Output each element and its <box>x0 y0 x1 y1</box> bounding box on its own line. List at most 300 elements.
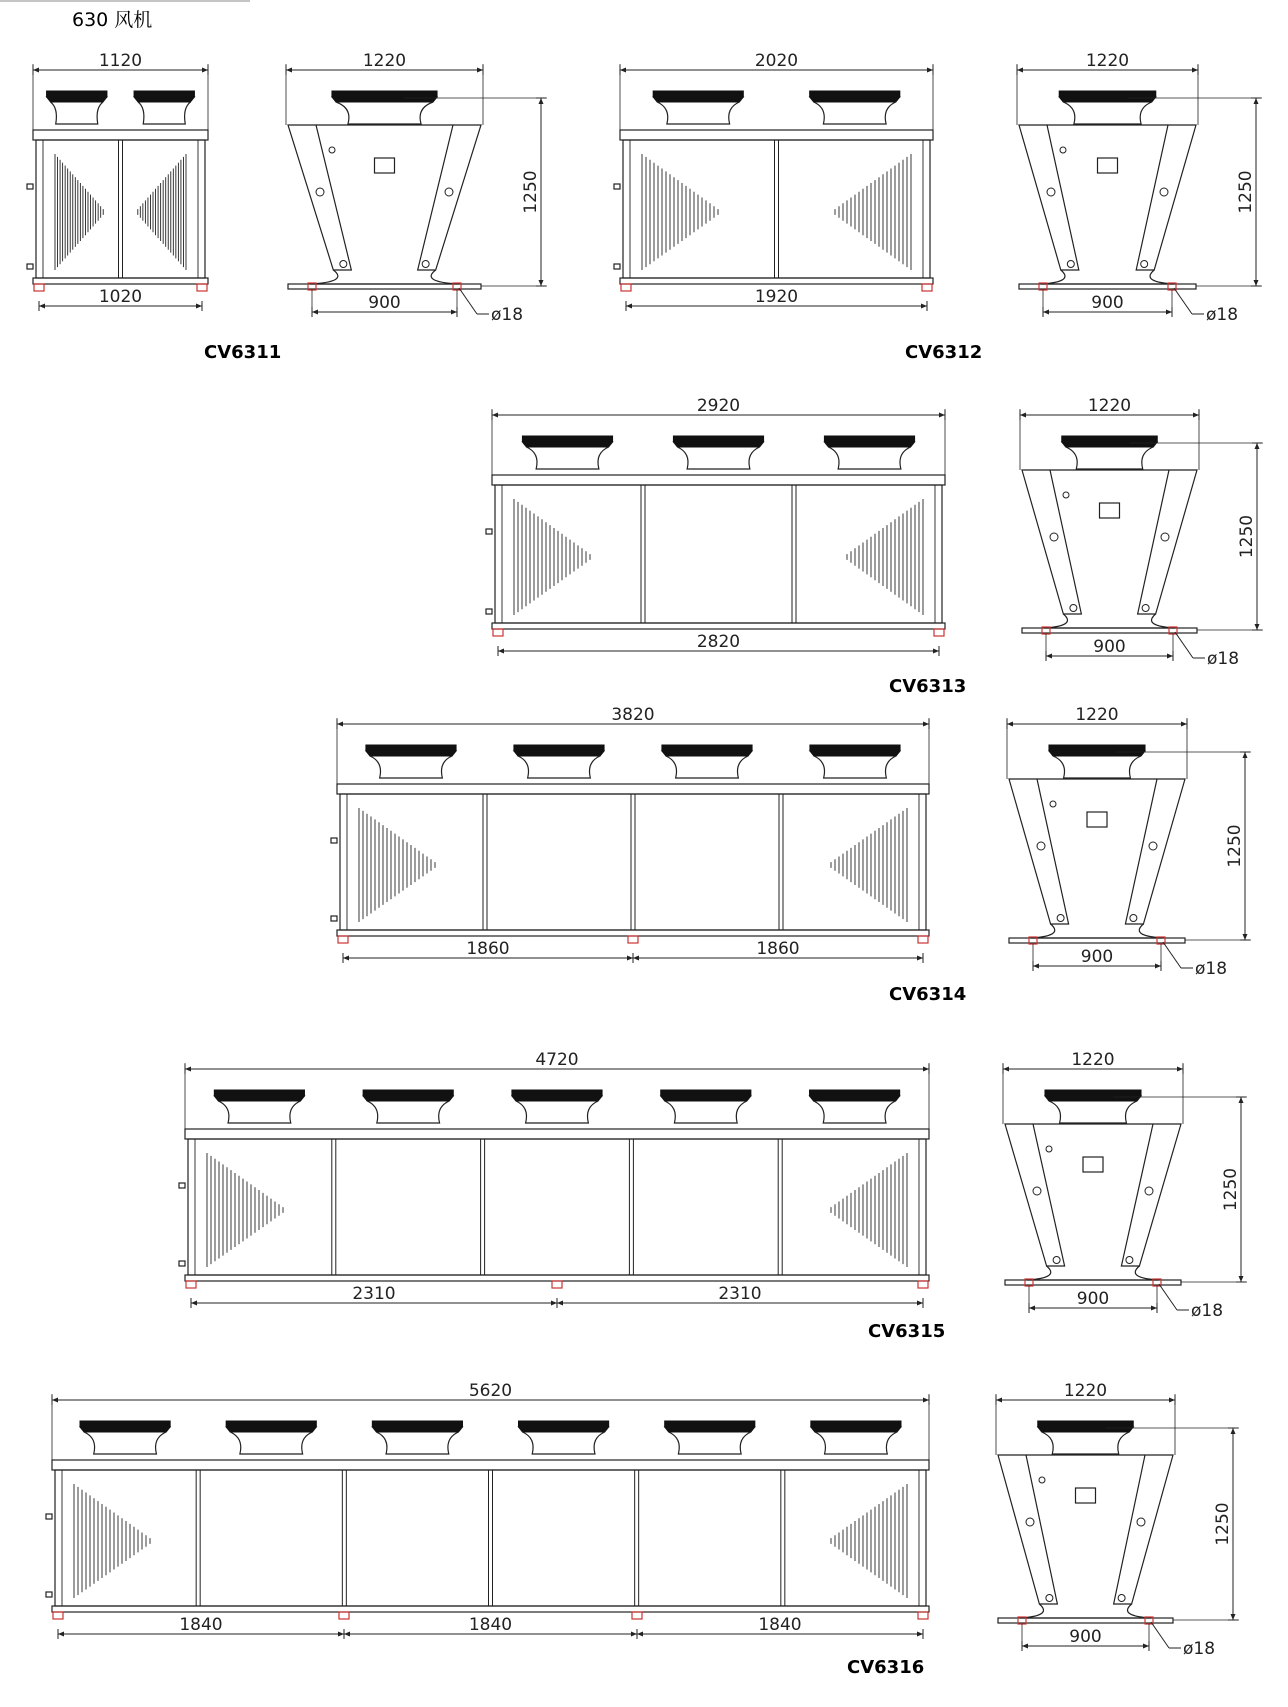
fan-cap <box>653 91 743 97</box>
fan-rim <box>214 1096 304 1101</box>
casing-body <box>623 140 930 278</box>
fan-shroud <box>138 102 190 124</box>
dimension-arrow <box>939 413 945 418</box>
fan-unit <box>519 1421 609 1454</box>
fan-shroud <box>1066 447 1154 469</box>
model-label: CV6313 <box>889 676 967 697</box>
mounting-foot <box>621 284 631 291</box>
fan-unit <box>214 1090 304 1123</box>
fan-shroud <box>84 1432 166 1454</box>
bolt-hole <box>1160 188 1168 196</box>
dimension-base-span: 1860 <box>466 939 510 959</box>
dimension-base-span: 1860 <box>756 939 800 959</box>
model-label: CV6311 <box>204 342 282 363</box>
unit-group-cv6311 <box>27 51 547 363</box>
mounting-foot <box>338 936 348 943</box>
fan-cap <box>372 1421 462 1427</box>
coil-arm-left <box>1022 470 1081 614</box>
casing-body <box>188 1139 926 1275</box>
dimension-inner-width: 2820 <box>696 632 741 652</box>
fan-shroud <box>1063 102 1152 124</box>
hole-diameter-label: ø18 <box>1195 959 1228 979</box>
dimension-arrow <box>923 1067 929 1072</box>
dimension-end-width: 1220 <box>1075 705 1119 725</box>
hole-leader <box>459 288 477 314</box>
unit-group-cv6314 <box>331 705 1251 1005</box>
casing-body <box>55 1470 926 1606</box>
fan-shroud <box>666 756 748 778</box>
top-beam <box>33 130 208 140</box>
fan-shroud <box>1049 1101 1137 1123</box>
pipe-connection <box>486 529 492 534</box>
fan-cap <box>661 1090 751 1096</box>
dimension-arrow <box>1169 1398 1175 1403</box>
bolt-hole <box>1063 492 1069 498</box>
dimension-arrow <box>39 304 45 309</box>
coil-arm-right <box>1138 470 1197 614</box>
mounting-foot <box>339 1612 349 1619</box>
top-beam <box>52 1460 929 1470</box>
bolt-hole <box>1033 1187 1041 1195</box>
dimension-arrow <box>921 304 927 309</box>
hole-leader <box>1175 632 1193 658</box>
unit-group-cv6315 <box>179 1050 1247 1342</box>
dimension-arrow <box>451 310 457 315</box>
dimension-arrow <box>1017 68 1023 73</box>
mounting-foot <box>186 1281 196 1288</box>
bolt-hole <box>1161 533 1169 541</box>
dimension-arrow <box>620 68 626 73</box>
fan-shroud <box>218 1101 300 1123</box>
bolt-hole <box>1046 1146 1052 1152</box>
bolt-hole <box>1050 801 1056 807</box>
base-plate <box>1019 284 1196 289</box>
fan-cap <box>1059 91 1156 97</box>
fan-unit <box>653 91 743 124</box>
dimension-end-width: 1220 <box>1071 1050 1115 1070</box>
dimension-end-base: 900 <box>368 293 401 313</box>
base-plate <box>1009 938 1185 943</box>
mounting-foot <box>197 284 207 291</box>
fan-cap <box>363 1090 453 1096</box>
pipe-connection <box>614 184 620 189</box>
fan-shroud <box>516 1101 598 1123</box>
hole-leader <box>1163 942 1181 968</box>
hole-diameter-label: ø18 <box>1206 305 1239 325</box>
fan-cap <box>80 1421 170 1427</box>
base-plate <box>1005 1280 1181 1285</box>
dimension-end-height: 1250 <box>1213 1502 1233 1546</box>
dimension-end-width: 1220 <box>1063 1381 1108 1401</box>
dimension-arrow <box>52 1398 58 1403</box>
pipe-connection <box>179 1261 185 1266</box>
dimension-arrow <box>492 413 498 418</box>
pipe-connection <box>46 1514 52 1519</box>
dimension-arrow <box>343 956 349 961</box>
dimension-arrow <box>33 68 39 73</box>
hole-diameter-label: ø18 <box>1191 1301 1224 1321</box>
fan-shroud <box>814 1101 896 1123</box>
fan-shroud <box>828 447 910 469</box>
dimension-arrow <box>1020 413 1026 418</box>
fan-rim <box>226 1427 316 1432</box>
fan-cap <box>512 1090 602 1096</box>
fan-unit <box>134 91 194 124</box>
dimension-arrow <box>1254 98 1259 104</box>
motor-junction-box <box>1083 1157 1103 1172</box>
fan-unit <box>47 91 107 124</box>
fan-shroud <box>1053 756 1141 778</box>
coil-arm-right <box>1125 779 1185 924</box>
dimension-arrow <box>1192 68 1198 73</box>
dimension-arrow <box>627 956 633 961</box>
dimension-arrow <box>1029 1306 1035 1311</box>
base-skirt <box>310 270 459 284</box>
dimension-arrow <box>1046 654 1052 659</box>
fan-cap <box>811 1421 901 1427</box>
fan-shroud <box>815 1432 897 1454</box>
mounting-foot <box>918 1281 928 1288</box>
hole-leader <box>1151 1622 1169 1648</box>
dimension-end-height: 1250 <box>1236 170 1256 214</box>
fan-rim <box>366 751 456 756</box>
unit-drawings <box>27 51 1263 1678</box>
coil-arm-left <box>1009 779 1069 924</box>
coil-arm-right <box>1136 125 1196 270</box>
fan-unit <box>824 436 914 469</box>
mounting-foot <box>918 936 928 943</box>
coil-arm-left <box>1005 1124 1065 1266</box>
bolt-hole <box>1130 915 1137 922</box>
dimension-base-span: 2310 <box>718 1284 762 1304</box>
fan-rim <box>519 1427 609 1432</box>
fan-shroud <box>665 1101 747 1123</box>
bolt-hole <box>1050 533 1058 541</box>
fan-shroud <box>336 102 433 124</box>
base-skirt <box>1031 924 1163 938</box>
fan-cap <box>522 436 612 442</box>
fan-shroud <box>526 447 608 469</box>
fan-rim <box>810 751 900 756</box>
bolt-hole <box>1145 1187 1153 1195</box>
fan-rim <box>514 751 604 756</box>
dimension-base-span: 1840 <box>179 1615 223 1635</box>
fan-unit <box>80 1421 170 1454</box>
pipe-connection <box>331 916 337 921</box>
fan-rim <box>824 442 914 447</box>
dimension-arrow <box>1239 1097 1244 1103</box>
fan-rim <box>810 97 900 102</box>
pipe-connection <box>27 184 33 189</box>
dimension-total-width: 4720 <box>535 1050 579 1070</box>
pipe-connection <box>179 1183 185 1188</box>
bolt-hole <box>340 261 347 268</box>
dimension-arrow <box>1181 722 1187 727</box>
mounting-foot <box>493 629 503 636</box>
dimension-arrow <box>626 304 632 309</box>
fan-shroud <box>518 756 600 778</box>
fan-unit <box>226 1421 316 1454</box>
fan-rim <box>811 1427 901 1432</box>
fan-unit <box>512 1090 602 1123</box>
dimension-base-span: 1840 <box>758 1615 802 1635</box>
dimension-arrow <box>1043 310 1049 315</box>
dimension-arrow <box>539 280 544 286</box>
fan-shroud <box>814 102 896 124</box>
dimension-arrow <box>557 1301 563 1306</box>
dimension-arrow <box>58 1632 64 1637</box>
dimension-total-width: 5620 <box>468 1381 513 1401</box>
fan-shroud <box>677 447 759 469</box>
model-label: CV6316 <box>847 1657 925 1678</box>
base-plate <box>998 1618 1173 1623</box>
dimension-arrow <box>551 1301 557 1306</box>
dimension-arrow <box>1255 443 1260 449</box>
mounting-foot <box>552 1281 562 1288</box>
fan-shroud <box>657 102 739 124</box>
fan-rim <box>363 1096 453 1101</box>
fan-cap <box>226 1421 316 1427</box>
dimension-arrow <box>917 1301 923 1306</box>
base-plate <box>288 284 481 289</box>
dimension-arrow <box>933 649 939 654</box>
coil-fins-right <box>135 154 186 270</box>
dimension-arrow <box>996 1398 1002 1403</box>
dimension-arrow <box>196 304 202 309</box>
base-skirt <box>1041 270 1174 284</box>
coil-fins-right <box>843 499 923 615</box>
bolt-hole <box>1060 147 1066 153</box>
fan-rim <box>372 1427 462 1432</box>
pipe-connection <box>27 264 33 269</box>
coil-arm-left <box>998 1455 1057 1604</box>
unit-group-cv6313 <box>486 396 1263 697</box>
dimension-end-width: 1220 <box>362 51 407 71</box>
dimension-inner-width: 1020 <box>98 287 143 307</box>
base-skirt <box>1044 614 1175 628</box>
bolt-hole <box>1137 1518 1145 1526</box>
top-beam <box>337 784 929 794</box>
dimension-arrow <box>498 649 504 654</box>
unit-group-cv6316 <box>46 1381 1239 1678</box>
coil-fins-left <box>514 499 594 615</box>
hole-diameter-label: ø18 <box>491 305 524 325</box>
base-skirt <box>1027 1266 1159 1280</box>
fan-unit <box>810 745 900 778</box>
fan-cap <box>673 436 763 442</box>
dimension-end-base: 900 <box>1076 1289 1110 1309</box>
bolt-hole <box>1141 261 1148 268</box>
dimension-arrow <box>1231 1428 1236 1434</box>
mounting-foot <box>53 1612 63 1619</box>
dimension-arrow <box>286 68 292 73</box>
dimension-arrow <box>1243 934 1248 940</box>
dimension-arrow <box>637 1632 643 1637</box>
fan-cap <box>214 1090 304 1096</box>
fan-cap <box>366 745 456 751</box>
dimension-arrow <box>1167 654 1173 659</box>
base-rail <box>185 1275 929 1281</box>
dimension-arrow <box>185 1067 191 1072</box>
fan-cap <box>810 91 900 97</box>
pipe-connection <box>486 609 492 614</box>
top-beam <box>185 1129 929 1139</box>
fan-cap <box>134 91 194 97</box>
dimension-arrow <box>1143 1644 1149 1649</box>
dimension-total-width: 3820 <box>611 705 655 725</box>
coil-fins-left <box>207 1153 287 1267</box>
bolt-hole <box>1057 915 1064 922</box>
model-label: CV6312 <box>905 342 983 363</box>
fan-unit <box>811 1421 901 1454</box>
dimension-arrow <box>338 1632 344 1637</box>
dimension-end-base: 900 <box>1069 1627 1102 1647</box>
fan-unit <box>366 745 456 778</box>
dimension-end-width: 1220 <box>1087 396 1132 416</box>
dimension-arrow <box>1033 964 1039 969</box>
fan-cap <box>824 436 914 442</box>
dimension-total-width: 2920 <box>696 396 741 416</box>
bolt-hole <box>1142 605 1149 612</box>
fan-shroud <box>230 1432 312 1454</box>
dimension-arrow <box>917 1632 923 1637</box>
mounting-foot <box>628 936 638 943</box>
fan-cap <box>47 91 107 97</box>
bolt-hole <box>1149 842 1157 850</box>
motor-junction-box <box>1076 1488 1096 1503</box>
fan-unit <box>665 1421 755 1454</box>
dimension-end-height: 1250 <box>1221 1167 1241 1212</box>
bolt-hole <box>1039 1477 1045 1483</box>
fan-shroud <box>370 756 452 778</box>
dimension-arrow <box>191 1301 197 1306</box>
fan-cap <box>810 1090 900 1096</box>
pipe-connection <box>46 1592 52 1597</box>
fan-rim <box>810 1096 900 1101</box>
bolt-hole <box>1047 188 1055 196</box>
mounting-foot <box>918 1612 928 1619</box>
bolt-hole <box>1118 1595 1125 1602</box>
mounting-foot <box>934 629 944 636</box>
dimension-end-base: 900 <box>1093 637 1126 657</box>
dimension-arrow <box>923 1398 929 1403</box>
unit-group-cv6312 <box>614 51 1262 363</box>
bolt-hole <box>1067 261 1074 268</box>
top-beam <box>620 130 933 140</box>
coil-arm-right <box>418 125 481 270</box>
dimension-arrow <box>1007 722 1013 727</box>
dimension-end-base: 900 <box>1080 947 1114 967</box>
dimension-arrow <box>477 68 483 73</box>
bolt-hole <box>1070 605 1077 612</box>
fan-shroud <box>814 756 896 778</box>
fan-cap <box>665 1421 755 1427</box>
base-rail <box>33 278 208 284</box>
bolt-hole <box>316 188 324 196</box>
dimension-arrow <box>337 722 343 727</box>
base-rail <box>492 623 945 629</box>
dimension-arrow <box>1177 1067 1183 1072</box>
dimension-end-height: 1250 <box>1225 824 1245 868</box>
dimension-arrow <box>539 98 544 104</box>
fan-unit-end-view <box>332 91 437 124</box>
fan-cap <box>519 1421 609 1427</box>
dimension-total-width: 1120 <box>98 51 143 71</box>
page-title: 630 风机 <box>72 9 153 31</box>
fan-rim <box>134 97 194 102</box>
mounting-foot <box>34 284 44 291</box>
dimension-arrow <box>312 310 318 315</box>
fan-shroud <box>367 1101 449 1123</box>
dimension-arrow <box>1255 624 1260 630</box>
fan-unit <box>673 436 763 469</box>
fan-cap <box>1049 745 1145 751</box>
fan-cap <box>810 745 900 751</box>
fan-unit <box>661 1090 751 1123</box>
dimension-arrow <box>1003 1067 1009 1072</box>
fan-rim <box>673 442 763 447</box>
fan-shroud <box>376 1432 458 1454</box>
dimension-arrow <box>1254 280 1259 286</box>
coil-arm-right <box>1114 1455 1173 1604</box>
base-plate <box>1022 628 1197 633</box>
dimension-arrow <box>1231 1614 1236 1620</box>
dimension-arrow <box>917 956 923 961</box>
bolt-hole <box>329 147 335 153</box>
base-skirt <box>1020 1604 1151 1618</box>
bolt-hole <box>1126 1257 1133 1264</box>
dimension-inner-width: 1920 <box>754 287 799 307</box>
dimension-arrow <box>1022 1644 1028 1649</box>
hole-diameter-label: ø18 <box>1207 649 1240 669</box>
base-rail <box>620 278 933 284</box>
fan-unit-end-view <box>1059 91 1156 124</box>
fan-rim <box>661 1096 751 1101</box>
dimension-arrow <box>1166 310 1172 315</box>
fan-cap <box>1038 1421 1134 1427</box>
dimension-base-span: 2310 <box>352 1284 396 1304</box>
dimension-end-height: 1250 <box>1237 514 1257 559</box>
fan-rim <box>653 97 743 102</box>
fan-unit-end-view <box>1045 1090 1141 1123</box>
top-beam <box>492 475 945 485</box>
coil-fins-right <box>827 1484 907 1598</box>
fan-unit-end-view <box>1038 1421 1134 1454</box>
coil-fins-left <box>74 1484 154 1598</box>
coil-fins-right <box>827 1153 907 1267</box>
fan-rim <box>80 1427 170 1432</box>
motor-junction-box <box>1098 158 1118 173</box>
dimension-arrow <box>631 1632 637 1637</box>
dimension-arrow <box>1151 1306 1157 1311</box>
dimension-total-width: 2020 <box>754 51 799 71</box>
dimension-arrow <box>633 956 639 961</box>
fan-cap <box>514 745 604 751</box>
fan-unit <box>372 1421 462 1454</box>
fan-rim <box>47 97 107 102</box>
model-label: CV6314 <box>889 984 967 1005</box>
coil-arm-right <box>1121 1124 1181 1266</box>
coil-arm-left <box>1019 125 1079 270</box>
pipe-connection <box>614 264 620 269</box>
dimension-arrow <box>927 68 933 73</box>
model-label: CV6315 <box>868 1321 946 1342</box>
motor-junction-box <box>375 158 395 173</box>
fan-cap <box>662 745 752 751</box>
fan-unit <box>363 1090 453 1123</box>
fan-unit <box>662 745 752 778</box>
coil-fins-left <box>55 154 106 270</box>
